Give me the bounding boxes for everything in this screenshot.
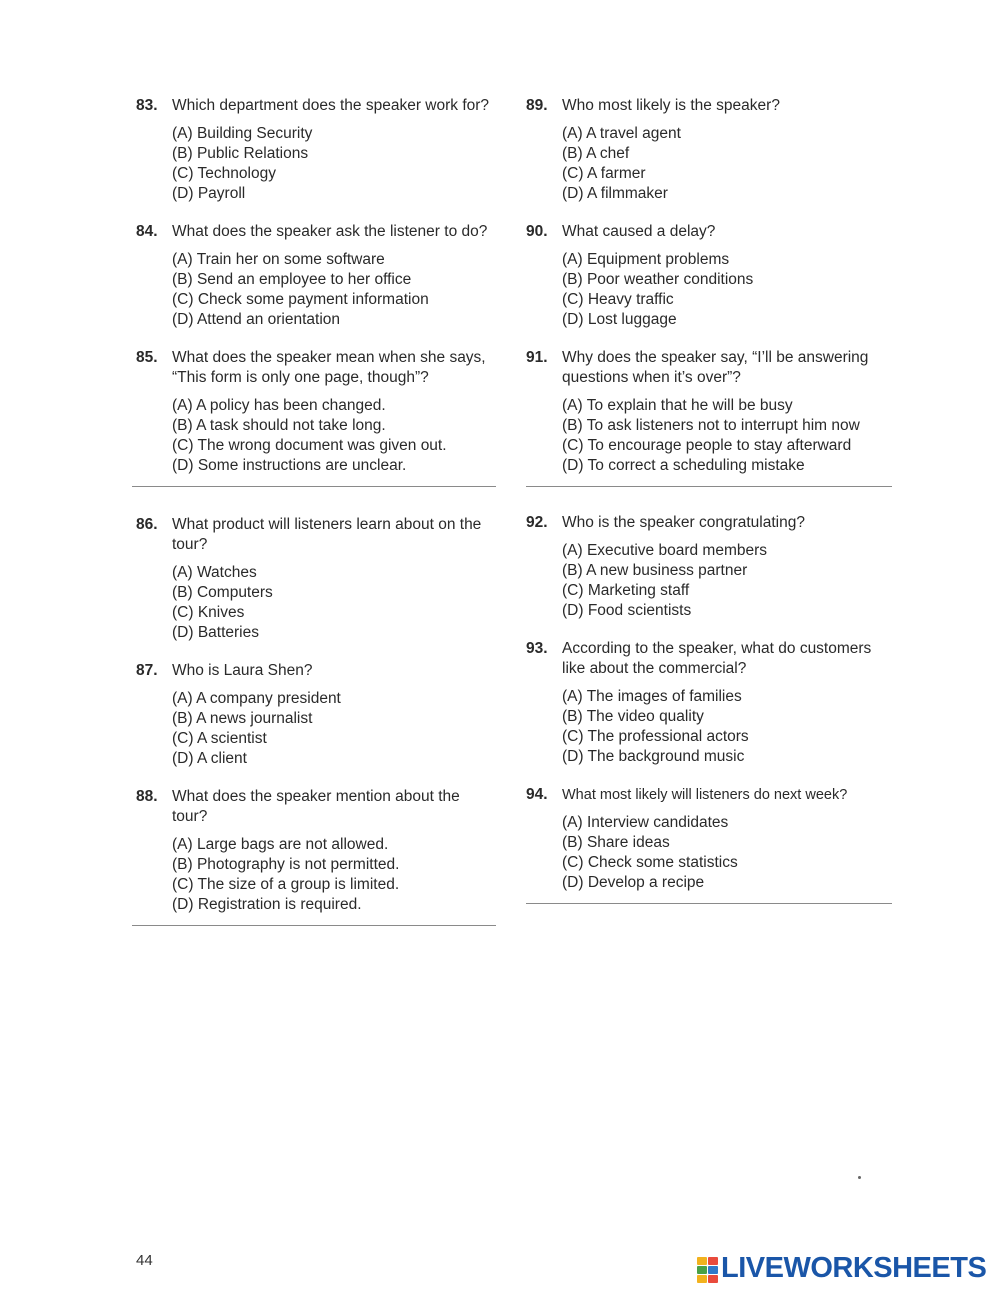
option-b[interactable]: (B) Share ideas bbox=[562, 834, 670, 851]
option-c[interactable]: (C) Marketing staff bbox=[562, 582, 690, 599]
option-d[interactable]: (D) Registration is required. bbox=[172, 896, 362, 913]
logo-text: LIVEWORKSHEETS bbox=[721, 1252, 987, 1284]
left-column bbox=[136, 96, 496, 954]
option-c[interactable]: (C) A scientist bbox=[172, 730, 267, 747]
option-a[interactable]: (A) A travel agent bbox=[562, 125, 681, 142]
option-a[interactable]: (A) Equipment problems bbox=[562, 251, 730, 268]
option-d[interactable]: (D) Develop a recipe bbox=[562, 874, 705, 891]
option-d[interactable]: (D) Attend an orientation bbox=[172, 311, 341, 328]
right-column bbox=[526, 96, 892, 932]
question-text: Who most likely is the speaker? bbox=[562, 97, 780, 114]
question-number: 83. bbox=[136, 97, 158, 114]
option-b[interactable]: (B) Computers bbox=[172, 584, 273, 601]
answer-options bbox=[562, 813, 892, 893]
option-c[interactable]: (C) Check some payment information bbox=[172, 291, 429, 308]
option-c[interactable]: (C) To encourage people to stay afterward bbox=[562, 437, 852, 454]
question-91 bbox=[526, 348, 892, 476]
option-a[interactable]: (A) Interview candidates bbox=[562, 814, 729, 831]
option-c[interactable]: (C) The size of a group is limited. bbox=[172, 876, 400, 893]
question-number: 85. bbox=[136, 349, 158, 366]
question-number: 84. bbox=[136, 223, 158, 240]
option-d[interactable]: (D) Some instructions are unclear. bbox=[172, 457, 407, 474]
scan-speck bbox=[858, 1176, 861, 1179]
option-d[interactable]: (D) Batteries bbox=[172, 624, 259, 641]
liveworksheets-logo[interactable] bbox=[697, 1252, 986, 1285]
option-d[interactable]: (D) The background music bbox=[562, 748, 745, 765]
question-85 bbox=[136, 348, 496, 476]
question-text: What most likely will listeners do next week? bbox=[562, 787, 848, 803]
question-number: 90. bbox=[526, 223, 548, 240]
option-c[interactable]: (C) Knives bbox=[172, 604, 245, 621]
answer-options bbox=[172, 563, 496, 643]
option-c[interactable]: (C) The professional actors bbox=[562, 728, 749, 745]
option-b[interactable]: (B) Send an employee to her office bbox=[172, 271, 412, 288]
answer-options bbox=[172, 396, 496, 476]
question-text: What caused a delay? bbox=[562, 223, 716, 240]
option-b[interactable]: (B) Public Relations bbox=[172, 145, 309, 162]
option-b[interactable]: (B) To ask listeners not to interrupt him now bbox=[562, 417, 860, 434]
option-b[interactable]: (B) The video quality bbox=[562, 708, 704, 725]
option-d[interactable]: (D) Food scientists bbox=[562, 602, 692, 619]
question-text: Who is Laura Shen? bbox=[172, 662, 313, 679]
section-divider bbox=[526, 486, 892, 487]
option-b[interactable]: (B) A task should not take long. bbox=[172, 417, 386, 434]
liveworksheets-logo-icon bbox=[697, 1255, 719, 1283]
question-88 bbox=[136, 787, 496, 915]
option-a[interactable]: (A) To explain that he will be busy bbox=[562, 397, 793, 414]
question-text: What does the speaker mean when she says, “This form is only one page, though”? bbox=[172, 349, 486, 386]
question-86 bbox=[136, 515, 496, 643]
question-84 bbox=[136, 222, 496, 330]
answer-options bbox=[562, 687, 892, 767]
answer-options bbox=[562, 396, 892, 476]
question-94 bbox=[526, 785, 892, 893]
question-number: 92. bbox=[526, 514, 548, 531]
question-87 bbox=[136, 661, 496, 769]
section-divider bbox=[132, 925, 496, 926]
question-text: What does the speaker ask the listener to do? bbox=[172, 223, 488, 240]
question-text: Who is the speaker congratulating? bbox=[562, 514, 805, 531]
question-number: 89. bbox=[526, 97, 548, 114]
question-text: Why does the speaker say, “I’ll be answering questions when it’s over”? bbox=[562, 349, 869, 386]
option-a[interactable]: (A) Executive board members bbox=[562, 542, 768, 559]
answer-options bbox=[172, 835, 496, 915]
option-c[interactable]: (C) Heavy traffic bbox=[562, 291, 674, 308]
option-a[interactable]: (A) Building Security bbox=[172, 125, 313, 142]
question-90 bbox=[526, 222, 892, 330]
question-number: 88. bbox=[136, 788, 158, 805]
answer-options bbox=[562, 541, 892, 621]
option-c[interactable]: (C) The wrong document was given out. bbox=[172, 437, 447, 454]
answer-options bbox=[172, 250, 496, 330]
question-number: 94. bbox=[526, 786, 548, 803]
option-d[interactable]: (D) A client bbox=[172, 750, 247, 767]
option-b[interactable]: (B) A new business partner bbox=[562, 562, 748, 579]
answer-options bbox=[172, 689, 496, 769]
answer-options bbox=[562, 250, 892, 330]
option-d[interactable]: (D) Lost luggage bbox=[562, 311, 677, 328]
option-d[interactable]: (D) To correct a scheduling mistake bbox=[562, 457, 805, 474]
option-a[interactable]: (A) Train her on some software bbox=[172, 251, 385, 268]
question-83 bbox=[136, 96, 496, 204]
option-c[interactable]: (C) A farmer bbox=[562, 165, 646, 182]
option-b[interactable]: (B) Poor weather conditions bbox=[562, 271, 754, 288]
option-b[interactable]: (B) A chef bbox=[562, 145, 630, 162]
question-number: 87. bbox=[136, 662, 158, 679]
option-b[interactable]: (B) A news journalist bbox=[172, 710, 313, 727]
option-c[interactable]: (C) Check some statistics bbox=[562, 854, 738, 871]
option-a[interactable]: (A) The images of families bbox=[562, 688, 742, 705]
question-number: 91. bbox=[526, 349, 548, 366]
option-a[interactable]: (A) A company president bbox=[172, 690, 341, 707]
section-divider bbox=[132, 486, 496, 487]
option-a[interactable]: (A) A policy has been changed. bbox=[172, 397, 386, 414]
answer-options bbox=[172, 124, 496, 204]
question-text: Which department does the speaker work for? bbox=[172, 97, 490, 114]
question-text: What does the speaker mention about the tour? bbox=[172, 788, 460, 825]
option-c[interactable]: (C) Technology bbox=[172, 165, 276, 182]
question-text: What product will listeners learn about on the tour? bbox=[172, 516, 482, 553]
option-b[interactable]: (B) Photography is not permitted. bbox=[172, 856, 400, 873]
option-a[interactable]: (A) Large bags are not allowed. bbox=[172, 836, 389, 853]
question-92 bbox=[526, 513, 892, 621]
question-text: According to the speaker, what do customers like about the commercial? bbox=[562, 640, 872, 677]
option-d[interactable]: (D) A filmmaker bbox=[562, 185, 668, 202]
question-number: 86. bbox=[136, 516, 158, 533]
question-89 bbox=[526, 96, 892, 204]
page-number: 44 bbox=[136, 1252, 153, 1269]
option-a[interactable]: (A) Watches bbox=[172, 564, 257, 581]
question-number: 93. bbox=[526, 640, 548, 657]
answer-options bbox=[562, 124, 892, 204]
question-93 bbox=[526, 639, 892, 767]
section-divider bbox=[526, 903, 892, 904]
option-d[interactable]: (D) Payroll bbox=[172, 185, 246, 202]
